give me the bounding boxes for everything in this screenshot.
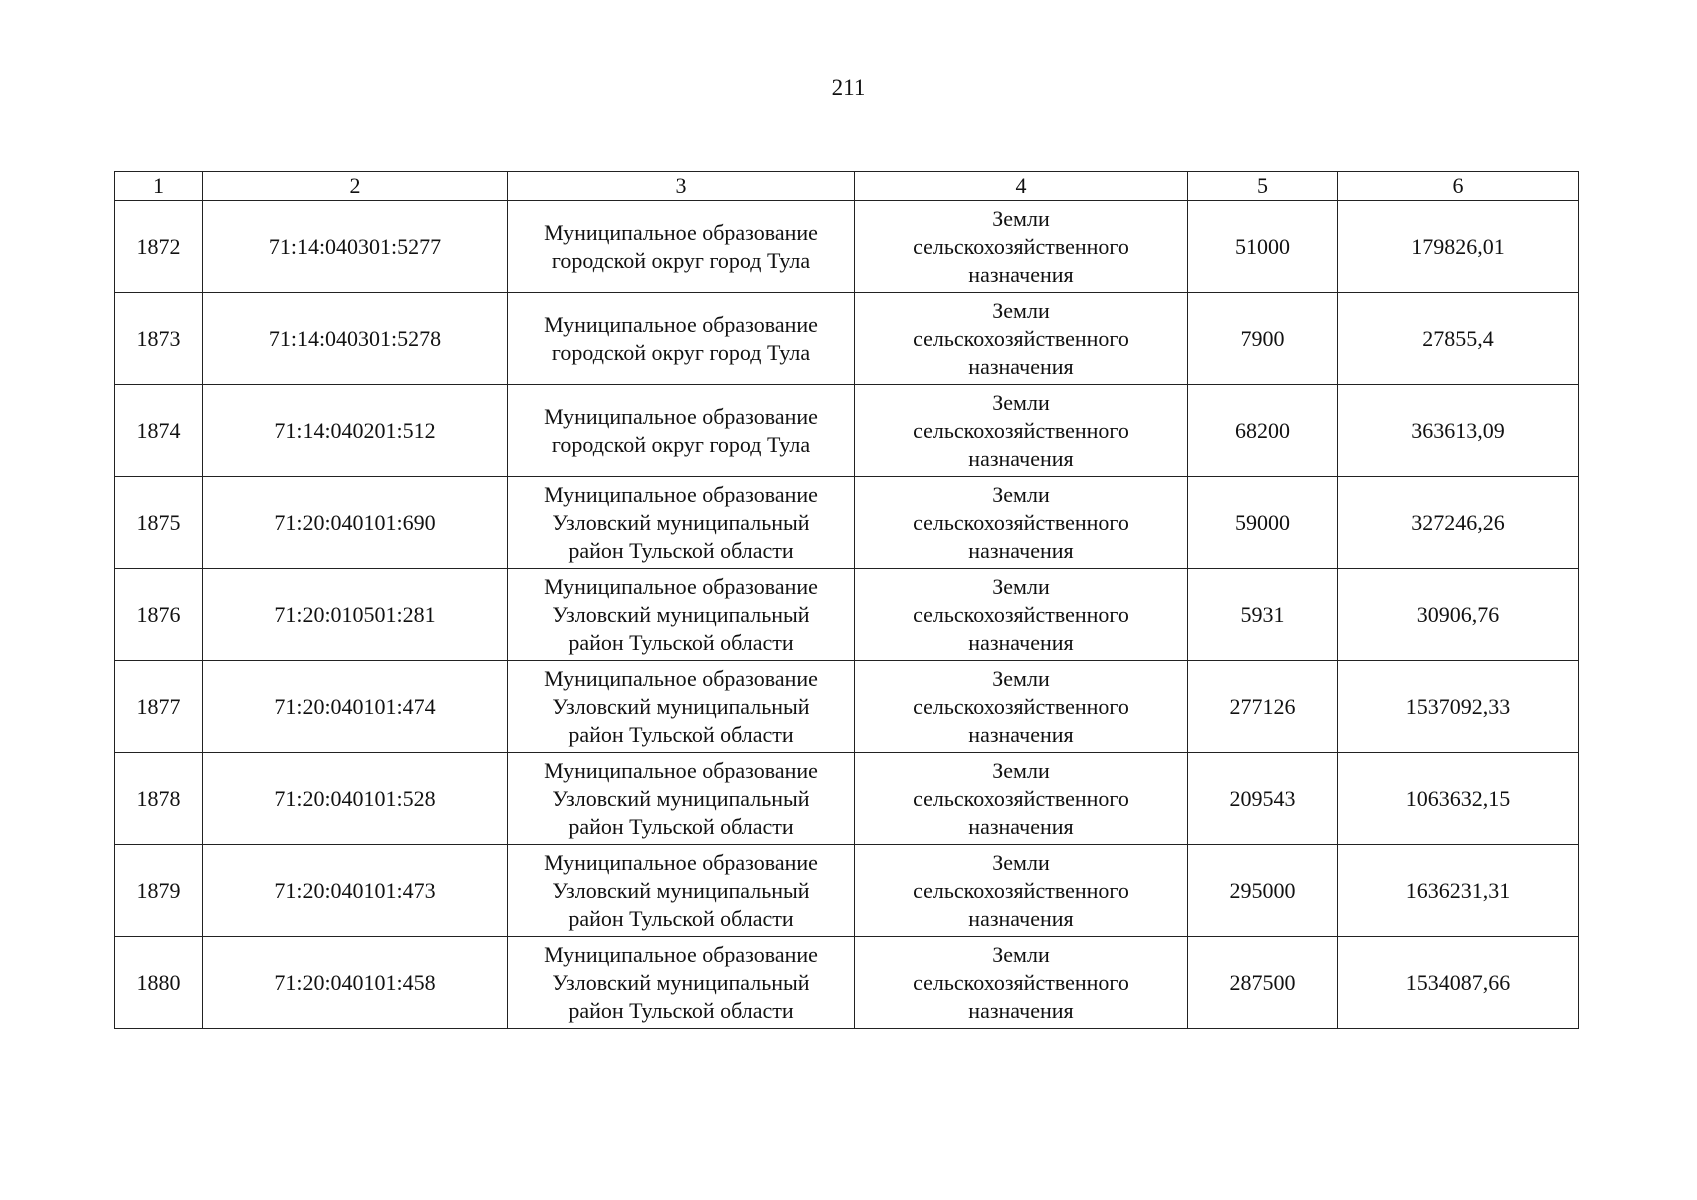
owner-cell: Муниципальное образование Узловский муниципальный район Тульской области (508, 845, 855, 937)
land-category-cell: Земли сельскохозяйственного назначения (855, 569, 1188, 661)
table-row (115, 753, 1579, 845)
column-number-row (115, 172, 1579, 201)
cadastral-value-cell: 1537092,33 (1338, 661, 1579, 753)
column-number-header: 4 (855, 172, 1188, 201)
cadastral-number-cell: 71:20:040101:528 (203, 753, 508, 845)
land-category-cell: Земли сельскохозяйственного назначения (855, 293, 1188, 385)
owner-cell: Муниципальное образование Узловский муниципальный район Тульской области (508, 661, 855, 753)
cadastral-value-cell: 1063632,15 (1338, 753, 1579, 845)
land-category-cell: Земли сельскохозяйственного назначения (855, 661, 1188, 753)
area-cell: 295000 (1188, 845, 1338, 937)
cadastral-value-cell: 27855,4 (1338, 293, 1579, 385)
row-number-cell: 1872 (115, 201, 203, 293)
row-number-cell: 1876 (115, 569, 203, 661)
row-number-cell: 1873 (115, 293, 203, 385)
cadastral-number-cell: 71:20:040101:690 (203, 477, 508, 569)
land-category-cell: Земли сельскохозяйственного назначения (855, 753, 1188, 845)
table-row (115, 293, 1579, 385)
table-row (115, 937, 1579, 1029)
column-number-header: 3 (508, 172, 855, 201)
row-number-cell: 1877 (115, 661, 203, 753)
area-cell: 5931 (1188, 569, 1338, 661)
cadastral-value-cell: 1534087,66 (1338, 937, 1579, 1029)
area-cell: 7900 (1188, 293, 1338, 385)
row-number-cell: 1878 (115, 753, 203, 845)
column-number-header: 5 (1188, 172, 1338, 201)
land-category-cell: Земли сельскохозяйственного назначения (855, 845, 1188, 937)
owner-cell: Муниципальное образование Узловский муниципальный район Тульской области (508, 937, 855, 1029)
land-category-cell: Земли сельскохозяйственного назначения (855, 937, 1188, 1029)
area-cell: 209543 (1188, 753, 1338, 845)
owner-cell: Муниципальное образование городской округ город Тула (508, 293, 855, 385)
row-number-cell: 1879 (115, 845, 203, 937)
column-number-header: 6 (1338, 172, 1579, 201)
table-row (115, 661, 1579, 753)
owner-cell: Муниципальное образование городской округ город Тула (508, 201, 855, 293)
cadastral-number-cell: 71:14:040201:512 (203, 385, 508, 477)
cadastral-value-cell: 30906,76 (1338, 569, 1579, 661)
row-number-cell: 1880 (115, 937, 203, 1029)
column-number-header: 2 (203, 172, 508, 201)
cadastral-number-cell: 71:20:010501:281 (203, 569, 508, 661)
land-category-cell: Земли сельскохозяйственного назначения (855, 201, 1188, 293)
cadastral-number-cell: 71:14:040301:5278 (203, 293, 508, 385)
area-cell: 51000 (1188, 201, 1338, 293)
table-row (115, 201, 1579, 293)
owner-cell: Муниципальное образование Узловский муниципальный район Тульской области (508, 569, 855, 661)
row-number-cell: 1875 (115, 477, 203, 569)
cadastral-number-cell: 71:20:040101:473 (203, 845, 508, 937)
area-cell: 277126 (1188, 661, 1338, 753)
table-row (115, 385, 1579, 477)
owner-cell: Муниципальное образование Узловский муниципальный район Тульской области (508, 477, 855, 569)
table-row (115, 569, 1579, 661)
land-category-cell: Земли сельскохозяйственного назначения (855, 477, 1188, 569)
cadastral-value-cell: 1636231,31 (1338, 845, 1579, 937)
land-category-cell: Земли сельскохозяйственного назначения (855, 385, 1188, 477)
land-registry-table (114, 171, 1579, 1029)
cadastral-number-cell: 71:20:040101:458 (203, 937, 508, 1029)
row-number-cell: 1874 (115, 385, 203, 477)
table-row (115, 477, 1579, 569)
owner-cell: Муниципальное образование Узловский муниципальный район Тульской области (508, 753, 855, 845)
cadastral-value-cell: 327246,26 (1338, 477, 1579, 569)
area-cell: 68200 (1188, 385, 1338, 477)
area-cell: 287500 (1188, 937, 1338, 1029)
cadastral-number-cell: 71:14:040301:5277 (203, 201, 508, 293)
table-row (115, 845, 1579, 937)
cadastral-value-cell: 363613,09 (1338, 385, 1579, 477)
page-number: 211 (831, 75, 866, 100)
cadastral-number-cell: 71:20:040101:474 (203, 661, 508, 753)
column-number-header: 1 (115, 172, 203, 201)
owner-cell: Муниципальное образование городской округ город Тула (508, 385, 855, 477)
area-cell: 59000 (1188, 477, 1338, 569)
cadastral-value-cell: 179826,01 (1338, 201, 1579, 293)
